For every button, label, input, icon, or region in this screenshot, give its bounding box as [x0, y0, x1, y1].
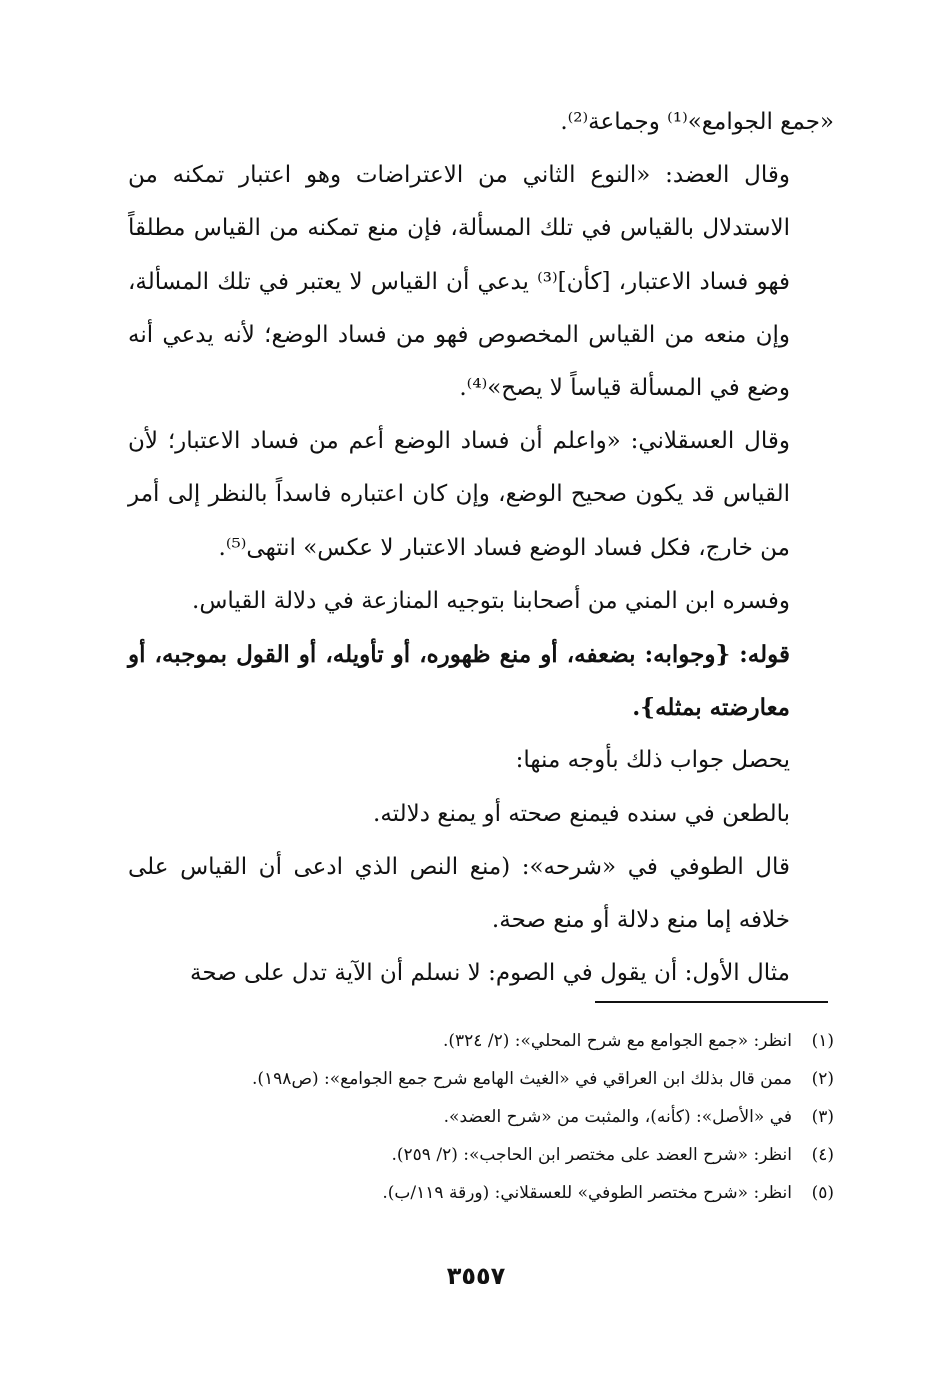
footnote-text: انظر: «شرح مختصر الطوفي» للعسقلاني: (ورقة ١١٩/ب). [382, 1183, 792, 1203]
footnote-text: في «الأصل»: (كأنه)، والمثبت من «شرح العضد». [443, 1107, 792, 1127]
paragraph-asqalani-quote: وقال العسقلاني: «واعلم أن فساد الوضع أعم من فساد الاعتبار؛ لأن القياس قد يكون صحيح الوضع، وإن كان اعتباره فاسداً بالنظر إلى أمر من خارج، فكل فساد الوضع فساد الاعتبار لا عكس» انتهى⁽⁵⁾. [128, 428, 790, 561]
footnote-text: انظر: «جمع الجوامع مع شرح المحلي»: (٢/ ٣٢٤). [443, 1031, 792, 1051]
footnotes-list [180, 1022, 834, 1212]
footnote-item [180, 1060, 834, 1098]
paragraph-answer-first: بالطعن في سنده فيمنع صحته أو يمنع دلالته. [373, 800, 790, 827]
footnote-number: (٢) [811, 1069, 834, 1089]
paragraph-adud-quote: وقال العضد: «النوع الثاني من الاعتراضات وهو اعتبار تمكنه من الاستدلال بالقياس في تلك المسألة، فإن منع تمكنه من القياس مطلقاً فهو فساد الاعتبار، [كأن]⁽³⁾ يدعي أن القياس لا يعتبر في تلك المسألة، وإن منعه من القياس المخصوص فهو من فساد الوضع؛ لأنه يدعي أنه وضع في المسألة قياساً لا يصح»⁽⁴⁾. [128, 162, 790, 402]
footnote-item [180, 1174, 834, 1212]
footnote-separator [595, 1001, 828, 1003]
paragraph-matn-quote: قوله: {وجوابه: بضعفه، أو منع ظهوره، أو تأويله، أو القول بموجبه، أو معارضته بمثله}. [128, 641, 790, 722]
paragraph-answer-intro: يحصل جواب ذلك بأوجه منها: [515, 747, 790, 774]
footnote-item [180, 1136, 834, 1174]
footnote-number: (٣) [811, 1107, 834, 1127]
footnote-number: (١) [811, 1031, 834, 1051]
paragraph-continuation: «جمع الجوامع»⁽¹⁾ وجماعة⁽²⁾. [560, 109, 834, 135]
paragraph-example: مثال الأول: أن يقول في الصوم: لا نسلم أن الآية تدل على صحة [190, 960, 790, 987]
paragraph-ibn-almanni: وفسره ابن المني من أصحابنا بتوجيه المنازعة في دلالة القياس. [192, 587, 790, 614]
paragraph-tufi-quote: قال الطوفي في «شرحه»: (منع النص الذي ادعى أن القياس على خلافه إما منع دلالة أو منع صحة. [128, 853, 790, 934]
footnote-number: (٤) [811, 1145, 834, 1165]
footnote-text: ممن قال بذلك ابن العراقي في «الغيث الهامع شرح جمع الجوامع»: (ص١٩٨). [251, 1069, 792, 1089]
main-text [128, 96, 834, 1000]
footnote-item [180, 1022, 834, 1060]
footnote-number: (٥) [811, 1183, 834, 1203]
page-number: ٣٥٥٧ [446, 1262, 506, 1290]
footnote-text: انظر: «شرح العضد على مختصر ابن الحاجب»: (٢/ ٢٥٩). [391, 1145, 792, 1165]
footnote-item [180, 1098, 834, 1136]
